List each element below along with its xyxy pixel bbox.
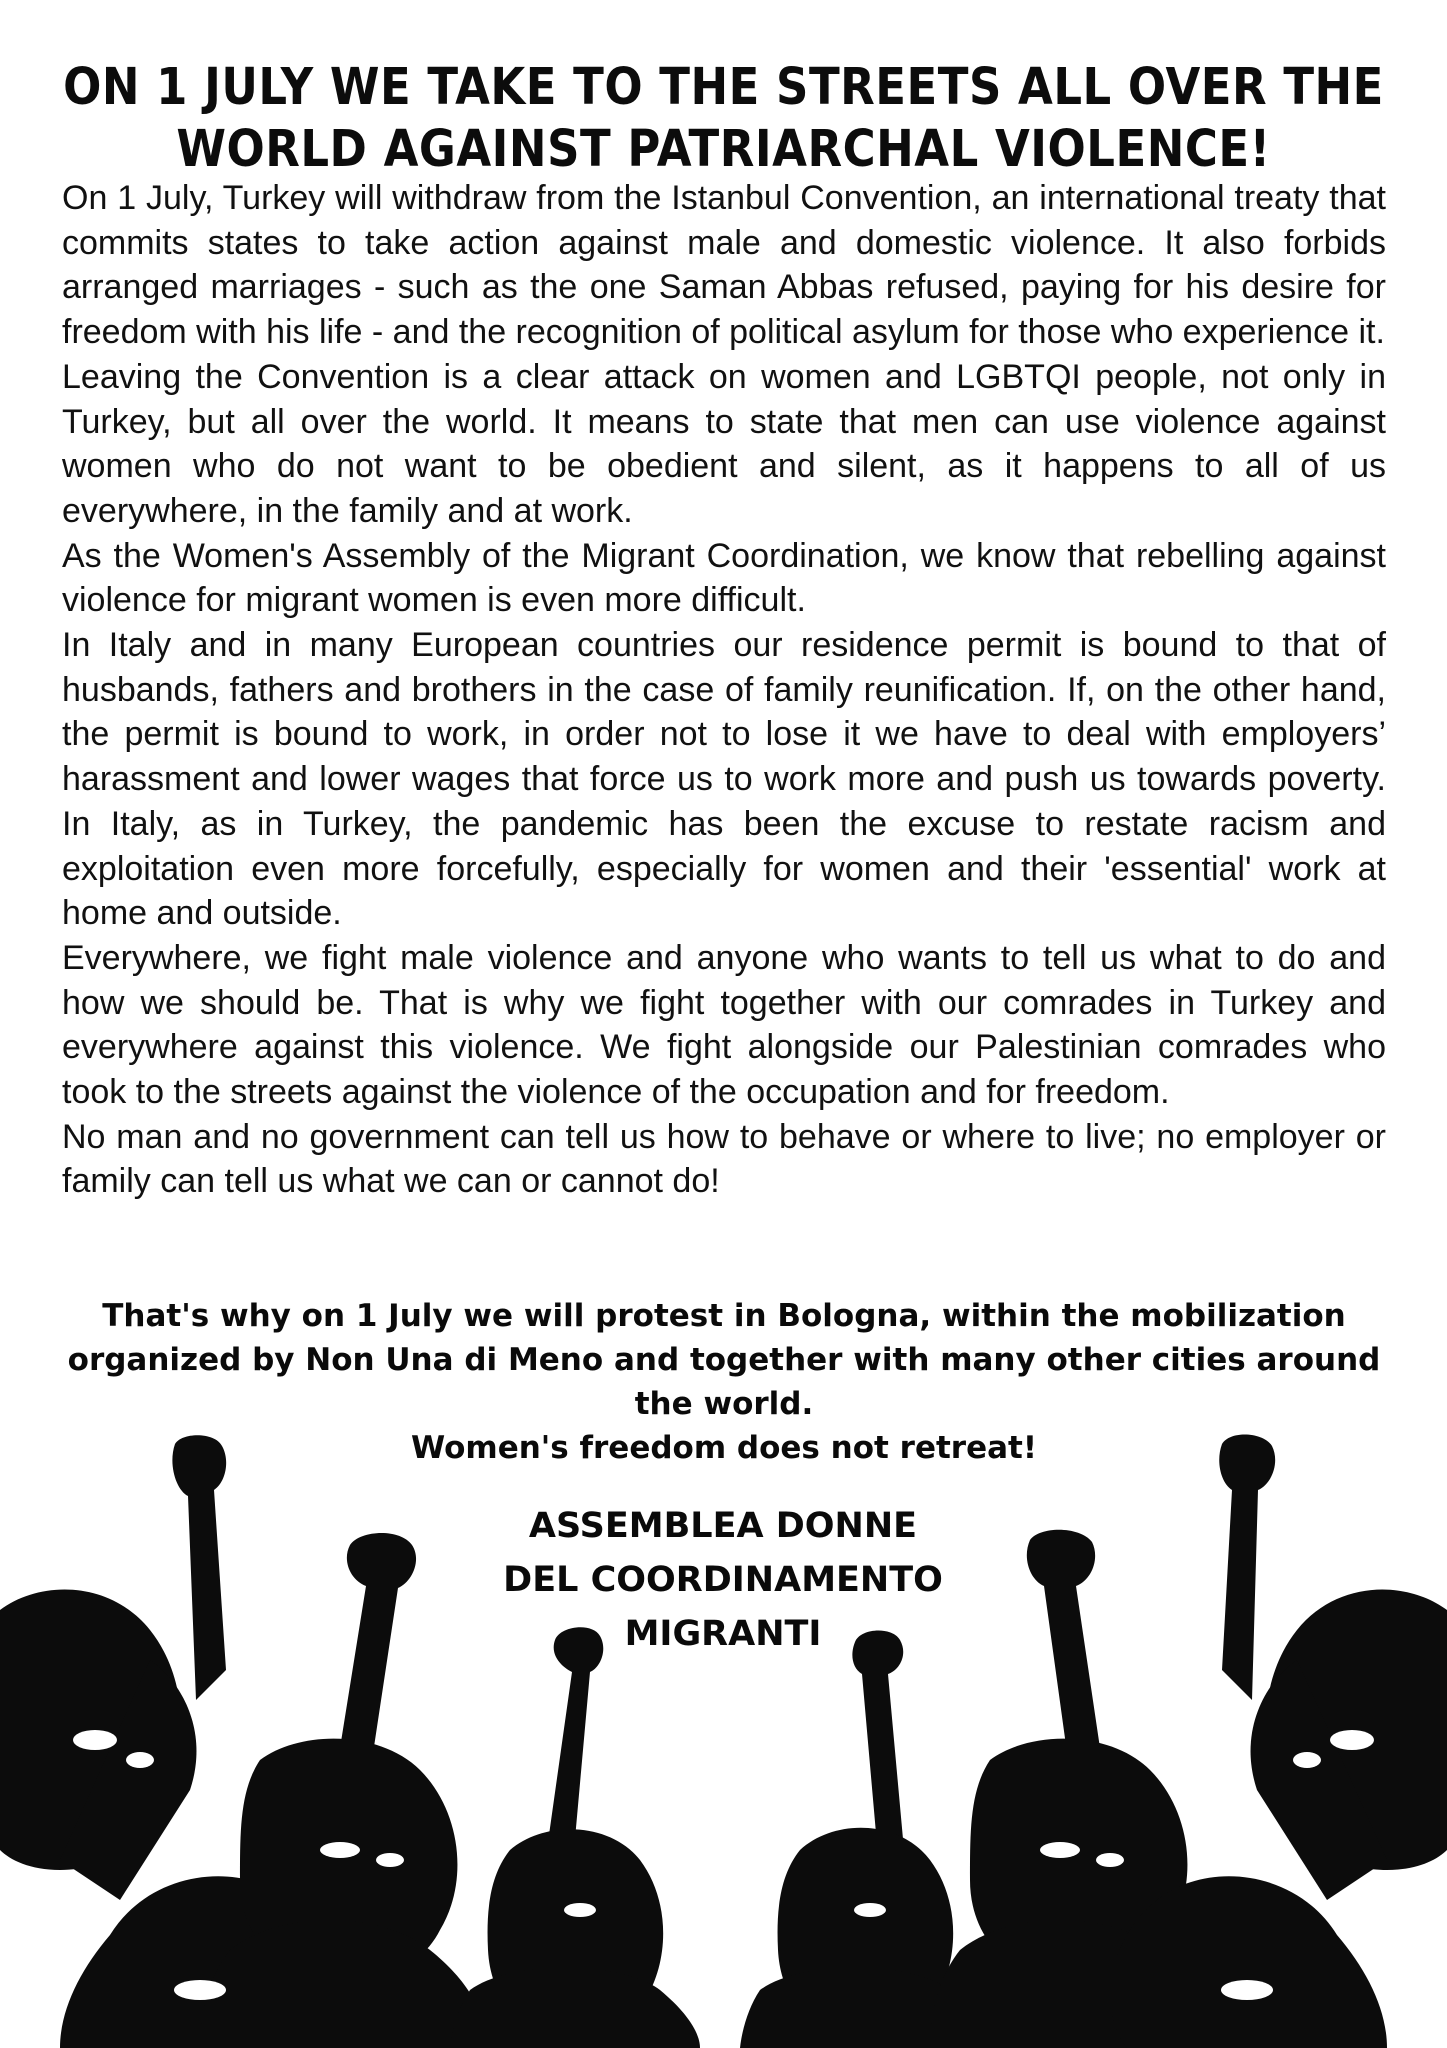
- signature-block: [423, 1499, 1023, 1661]
- paragraph-no-man-no-government: No man and no government can tell us how to behave or where to live; no employer or family can tell us what we can or cannot do!: [62, 1117, 1386, 1201]
- signature-line-1: ASSEMBLEA DONNE: [528, 1506, 918, 1546]
- left-center-raised-fist-icon: [340, 1533, 416, 1760]
- right-center-raised-fist-icon: [1027, 1530, 1100, 1760]
- right-raised-fist-icon: [1219, 1434, 1447, 1900]
- paragraph-residence-permit: In Italy and in many European countries our residence permit is bound to that of husbands, fathers and brothers in the case of family reunification. If, on the other hand, the permit is bound to work, in order not to lose it we have to deal with employers’ harassment and lower wages that force us to work more and push us towards poverty. In Italy, as in Turkey, the pandemic has been the excuse to restate racism and exploitation even more forcefully, especially for women and their 'essential' work at home and outside.: [62, 626, 1386, 933]
- paragraph-womens-assembly: As the Women's Assembly of the Migrant Coordination, we know that rebelling against violence for migrant women is even more difficult.: [62, 536, 1386, 620]
- paragraph-istanbul-convention: On 1 July, Turkey will withdraw from the Istanbul Convention, an international treaty that commits states to take action against male and domestic violence. It also forbids arranged marriages - such as the one Saman Abbas refused, paying for his desire for freedom with his life - and the recognition of political asylum for those who experience it.: [62, 179, 1386, 352]
- paragraph-fight-everywhere: Everywhere, we fight male violence and anyone who wants to tell us what to do and how we should be. That is why we fight together with our comrades in Turkey and everywhere against this violence. We fight alongside our Palestinian comrades who took to the streets against the violence of the occupation and for freedom.: [62, 938, 1386, 1112]
- call-to-action: That's why on 1 July we will protest in Bologna, within the mobilization organized by Non Una di Meno and together with many other cities around the world.: [67, 1298, 1381, 1422]
- small-raised-fist-right-icon: [852, 1630, 904, 1856]
- paragraph-leaving-convention: Leaving the Convention is a clear attack on women and LGBTQI people, not only in Turkey, but all over the world. It means to state that men can use violence against women who do not want to be obedient and silent, as it happens to all of us everywhere, in the family and at work.: [62, 357, 1386, 530]
- signature-line-3: MIGRANTI: [624, 1614, 822, 1654]
- signature-line-2: DEL COORDINAMENTO: [503, 1560, 943, 1600]
- flyer-headline: ON 1 JULY WE TAKE TO THE STREETS ALL OVER THE WORLD AGAINST PATRIARCHAL VIOLENCE!: [63, 57, 1384, 179]
- left-raised-fist-icon: [0, 1435, 226, 1900]
- flyer-body: [62, 176, 1386, 1204]
- slogan: Women's freedom does not retreat!: [411, 1430, 1037, 1466]
